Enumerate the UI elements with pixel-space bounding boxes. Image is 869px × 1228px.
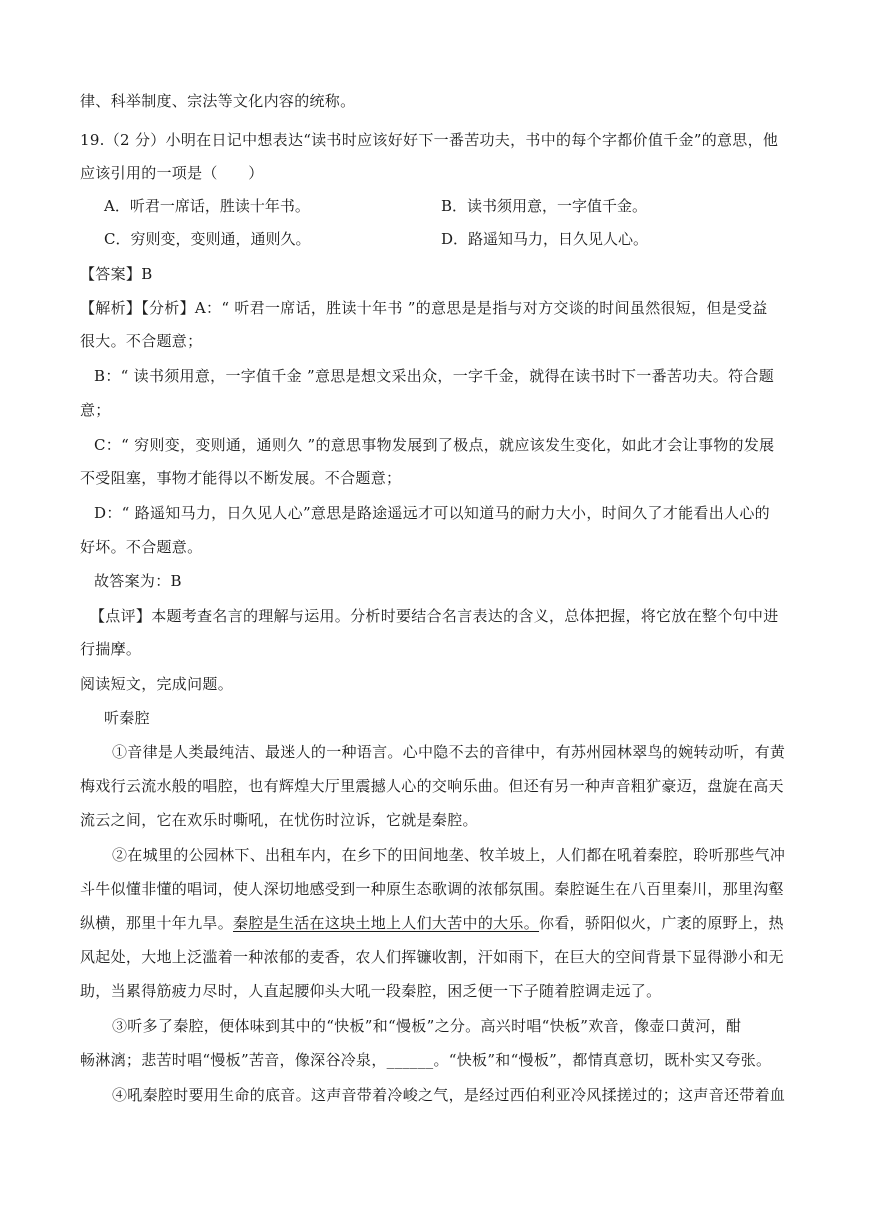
paragraph-2-line-3-start: 纵横，那里十年九旱。 — [80, 914, 234, 932]
paragraph-2-line-3-end: 你看，骄阳似火，广袤的原野上，热 — [539, 914, 784, 932]
underlined-sentence: 秦腔是生活在这块土地上人们大苦中的大乐。 — [233, 914, 540, 932]
fill-in-blank: ______ — [386, 1051, 434, 1069]
option-d: D．路遥知马力，日久见人心。 — [441, 230, 649, 248]
analysis-a-line-1: 【解析】【分析】A：“ 听君一席话，胜读十年书 ”的意思是是指与对方交谈的时间虽然很短，但是受益 — [80, 299, 768, 317]
question-19-stem-line-1: 19.（2 分）小明在日记中想表达“读书时应该好好下一番苦功夫，书中的每个字都价值千金”的意思，他 — [80, 131, 779, 149]
passage-title: 听秦腔 — [104, 709, 150, 727]
conclusion-line: 故答案为：B — [94, 572, 182, 590]
paragraph-3-line-2-end: 。“快板”和“慢板”，都情真意切，既朴实又夸张。 — [433, 1051, 772, 1069]
comment-line-2: 行揣摩。 — [80, 640, 142, 658]
previous-text-line: 律、科举制度、宗法等文化内容的统称。 — [80, 92, 356, 110]
option-c: C．穷则变，变则通，通则久。 — [104, 230, 311, 248]
option-b: B．读书须用意，一字值千金。 — [441, 197, 648, 215]
analysis-d-line-1: D：“ 路遥知马力，日久见人心”意思是路途遥远才可以知道马的耐力大小，时间久了才能看出人心的 — [94, 504, 770, 522]
paragraph-4-line-1: ④吼秦腔时要用生命的底音。这声音带着冷峻之气，是经过西伯利亚冷风揉搓过的；这声音还带着血 — [112, 1086, 786, 1104]
paragraph-1-line-1: ①音律是人类最纯洁、最迷人的一种语言。心中隐不去的音律中，有苏州园林翠鸟的婉转动听，有黄 — [112, 743, 786, 761]
analysis-b-line-1: B：“ 读书须用意，一字值千金 ”意思是想文采出众，一字千金，就得在读书时下一番苦功夫。符合题 — [94, 367, 774, 385]
answer-line: 【答案】B — [80, 265, 153, 283]
paragraph-2-line-4: 风起处，大地上泛滥着一种浓郁的麦香，农人们挥镰收割，汗如雨下，在巨大的空间背景下显得渺小和无 — [80, 948, 784, 966]
paragraph-1-line-3: 流云之间，它在欢乐时嘶吼，在忧伤时泣诉，它就是秦腔。 — [80, 811, 478, 829]
paragraph-2-line-5: 助，当累得筋疲力尽时，人直起腰仰头大吼一段秦腔，困乏便一下子随着腔调走远了。 — [80, 982, 662, 1000]
paragraph-2-line-1: ②在城里的公园林下、出租车内，在乡下的田间地垄、牧羊坡上，人们都在吼着秦腔，聆听那些气冲 — [112, 846, 786, 864]
analysis-d-line-2: 好坏。不合题意。 — [80, 538, 203, 556]
paragraph-3-line-2-start: 畅淋漓；悲苦时唱“慢板”苦音，像深谷冷泉， — [80, 1051, 387, 1069]
paragraph-2-line-2: 斗牛似懂非懂的唱词，使人深切地感受到一种原生态歌调的浓郁氛围。秦腔诞生在八百里秦川，那里沟壑 — [80, 880, 784, 898]
analysis-a-line-2: 很大。不合题意； — [80, 332, 203, 350]
comment-line-1: 【点评】本题考查名言的理解与运用。分析时要结合名言表达的含义，总体把握，将它放在整个句中进 — [90, 607, 779, 625]
analysis-c-line-1: C：“ 穷则变，变则通，通则久 ”的意思事物发展到了极点，就应该发生变化，如此才会让事物的发展 — [94, 436, 775, 454]
option-a: A．听君一席话，胜读十年书。 — [104, 197, 310, 215]
paragraph-3-line-2 — [80, 1050, 771, 1070]
reading-instruction: 阅读短文，完成问题。 — [80, 675, 234, 693]
paragraph-1-line-2: 梅戏行云流水般的唱腔，也有辉煌大厅里震撼人心的交响乐曲。但还有另一种声音粗犷豪迈，盘旋在高天 — [80, 777, 784, 795]
paragraph-3-line-1: ③听多了秦腔，便体味到其中的“快板”和“慢板”之分。高兴时唱“快板”欢音，像壶口黄河，酣 — [112, 1017, 742, 1035]
analysis-c-line-2: 不受阻塞，事物才能得以不断发展。不合题意； — [80, 469, 402, 487]
question-19-stem-line-2: 应该引用的一项是（ ） — [80, 164, 264, 182]
analysis-b-line-2: 意； — [80, 401, 111, 419]
paragraph-2-line-3 — [80, 913, 784, 933]
